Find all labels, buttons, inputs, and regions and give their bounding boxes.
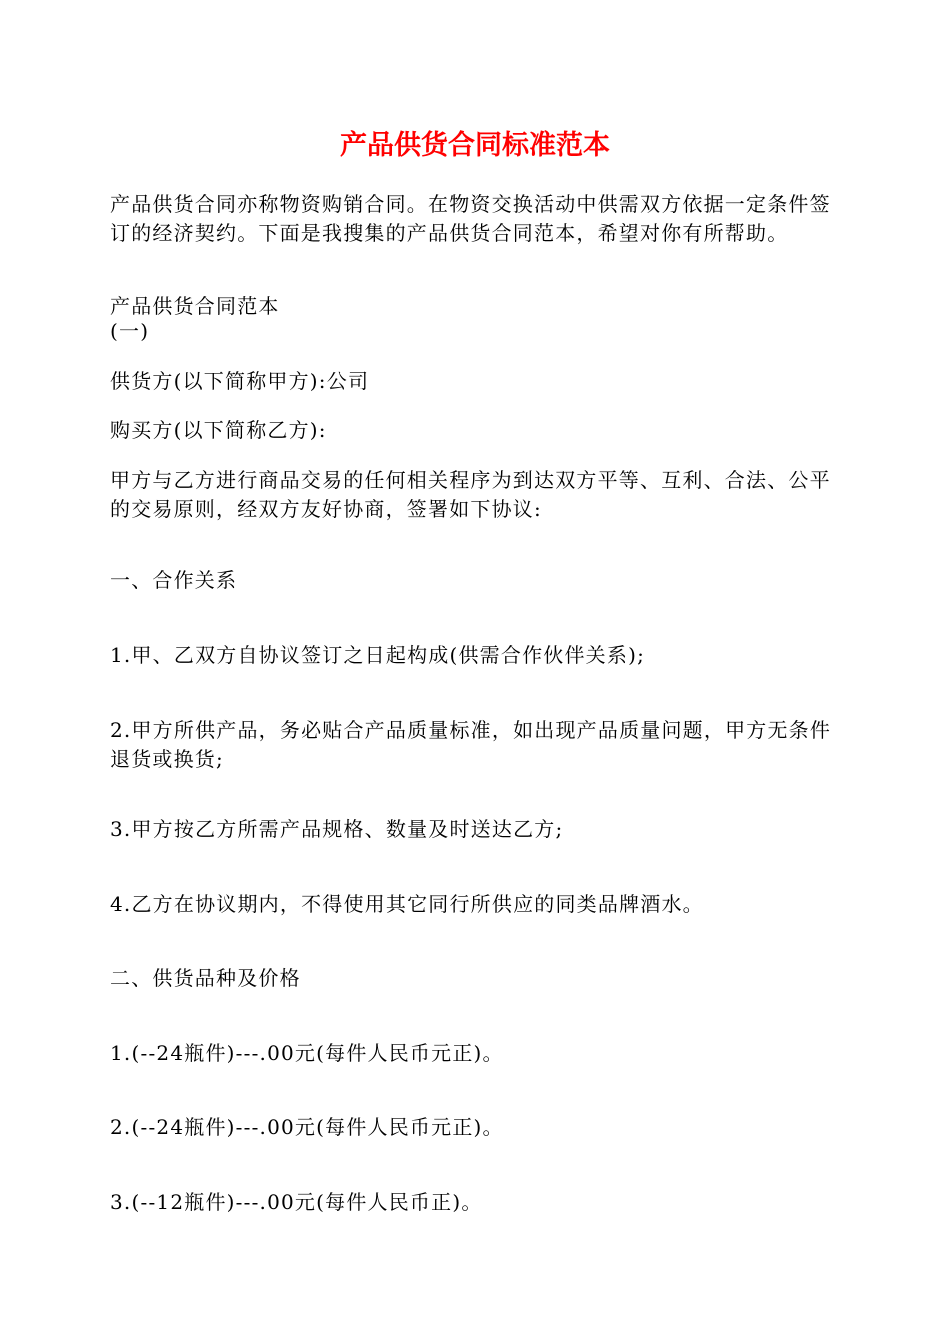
price-item: 2.(--24瓶件)---.00元(每件人民币元正)。 <box>110 1115 504 1139</box>
intro-paragraph: 产品供货合同亦称物资购销合同。在物资交换活动中供需双方依据一定条件签订的经济契约。下面是我搜集的产品供货合同范本，希望对你有所帮助。 <box>110 192 831 245</box>
clause-item: 4.乙方在协议期内，不得使用其它同行所供应的同类品牌酒水。 <box>110 892 704 916</box>
clause-heading-pricing: 二、供货品种及价格 <box>110 966 301 990</box>
document-title: 产品供货合同标准范本 <box>340 130 610 161</box>
clause-heading-cooperation: 一、合作关系 <box>110 568 238 592</box>
agreement-preamble: 甲方与乙方进行商品交易的任何相关程序为到达双方平等、互利、合法、公平的交易原则，经双方友好协商，签署如下协议: <box>110 468 831 521</box>
section-number: (一) <box>110 319 150 343</box>
price-item: 1.(--24瓶件)---.00元(每件人民币元正)。 <box>110 1041 504 1065</box>
section-heading-sample: 产品供货合同范本 <box>110 294 280 318</box>
buyer-line: 购买方(以下简称乙方): <box>110 418 327 442</box>
supplier-line: 供货方(以下简称甲方):公司 <box>110 369 370 393</box>
clause-item: 3.甲方按乙方所需产品规格、数量及时送达乙方; <box>110 817 564 841</box>
price-item: 3.(--12瓶件)---.00元(每件人民币正)。 <box>110 1190 483 1214</box>
clause-item: 2.甲方所供产品，务必贴合产品质量标准，如出现产品质量问题，甲方无条件退货或换货; <box>110 718 832 771</box>
clause-item: 1.甲、乙双方自协议签订之日起构成(供需合作伙伴关系); <box>110 643 646 667</box>
